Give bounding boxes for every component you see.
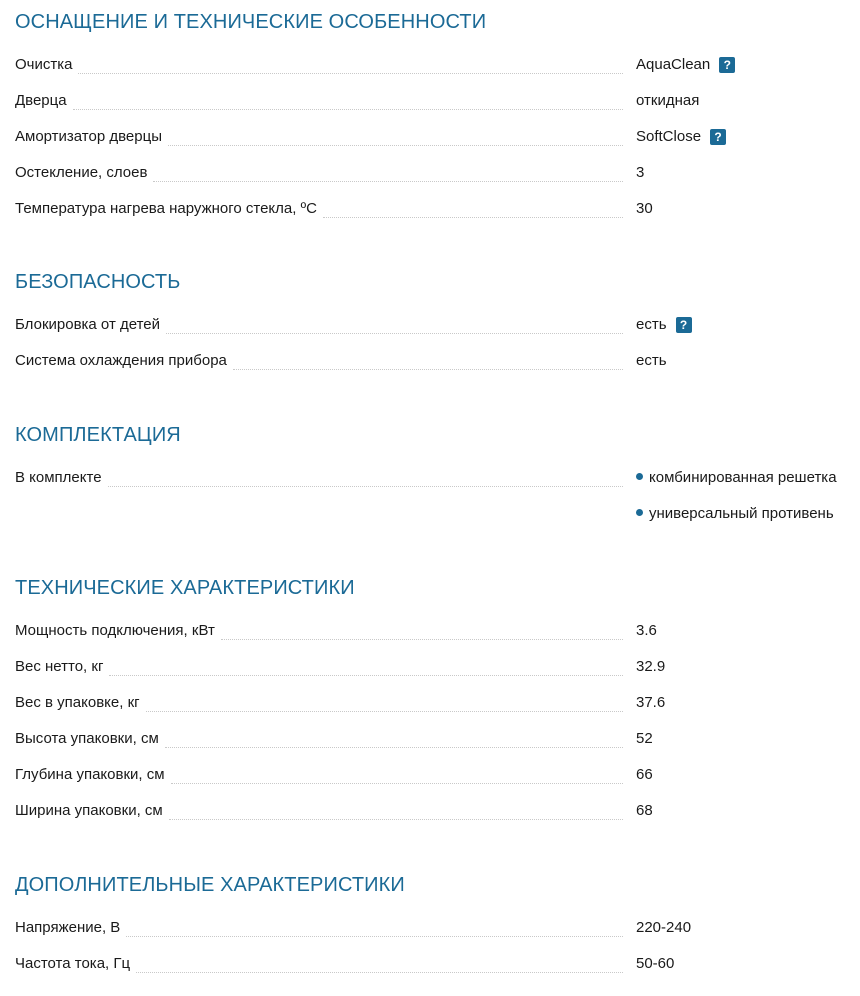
section-title-equipment: ОСНАЩЕНИЕ И ТЕХНИЧЕСКИЕ ОСОБЕННОСТИ [15, 11, 487, 33]
specifications-panel [15, 0, 860, 996]
spec-label: Очистка [15, 56, 78, 74]
section-package [15, 423, 860, 576]
spec-value: 50-60 [636, 955, 675, 972]
spec-value: 3.6 [636, 622, 657, 639]
dotted-leader [108, 469, 623, 487]
spec-label: Частота тока, Гц [15, 955, 136, 973]
spec-label: Ширина упаковки, см [15, 802, 169, 820]
spec-label: Вес нетто, кг [15, 658, 109, 676]
spec-row-child-lock [15, 316, 860, 352]
spec-label: В комплекте [15, 469, 108, 487]
spec-value: 66 [636, 766, 653, 783]
help-icon[interactable]: ? [710, 129, 726, 145]
spec-label: Напряжение, В [15, 919, 126, 937]
bullet-icon [636, 473, 643, 480]
spec-label: Глубина упаковки, см [15, 766, 171, 784]
spec-label: Высота упаковки, см [15, 730, 165, 748]
dotted-leader [168, 128, 623, 146]
section-title-additional: ДОПОЛНИТЕЛЬНЫЕ ХАРАКТЕРИСТИКИ [15, 874, 405, 896]
spec-row-glazing [15, 164, 860, 200]
spec-row-net-weight [15, 658, 860, 694]
spec-row-glass-temperature [15, 200, 860, 236]
dotted-leader [78, 56, 623, 74]
spec-label: Амортизатор дверцы [15, 128, 168, 146]
spec-row-cleaning [15, 56, 860, 92]
spec-row-package-depth [15, 766, 860, 802]
section-equipment [15, 0, 860, 270]
spec-rows [15, 316, 860, 388]
list-item: универсальный противень [636, 505, 837, 541]
spec-value: 30 [636, 200, 653, 217]
included-items-list [636, 469, 837, 541]
section-additional [15, 873, 860, 996]
spec-label: Остекление, слоев [15, 164, 153, 182]
dotted-leader [126, 919, 623, 937]
dotted-leader [171, 766, 623, 784]
dotted-leader [146, 694, 623, 712]
spec-row-voltage [15, 919, 860, 955]
spec-label: Мощность подключения, кВт [15, 622, 221, 640]
section-title-safety: БЕЗОПАСНОСТЬ [15, 271, 181, 293]
spec-rows [15, 919, 860, 991]
spec-rows [15, 622, 860, 838]
dotted-leader [165, 730, 623, 748]
help-icon[interactable]: ? [676, 317, 692, 333]
spec-row-included [15, 469, 860, 541]
spec-value: 52 [636, 730, 653, 747]
spec-rows [15, 56, 860, 236]
spec-value: 37.6 [636, 694, 666, 711]
spec-row-cooling-system [15, 352, 860, 388]
dotted-leader [169, 802, 623, 820]
spec-label: Система охлаждения прибора [15, 352, 233, 370]
spec-row-power [15, 622, 860, 658]
spec-label: Дверца [15, 92, 73, 110]
spec-row-frequency [15, 955, 860, 991]
spec-value: есть [636, 352, 667, 369]
spec-value: 220-240 [636, 919, 692, 936]
spec-value: 32.9 [636, 658, 666, 675]
help-icon[interactable]: ? [719, 57, 735, 73]
spec-row-gross-weight [15, 694, 860, 730]
section-title-package: КОМПЛЕКТАЦИЯ [15, 424, 181, 446]
spec-value: откидная [636, 92, 700, 109]
spec-row-door [15, 92, 860, 128]
dotted-leader [323, 200, 623, 218]
spec-rows [15, 469, 860, 541]
dotted-leader [109, 658, 623, 676]
spec-row-package-height [15, 730, 860, 766]
spec-value: 3 [636, 164, 645, 181]
dotted-leader [233, 352, 623, 370]
section-technical [15, 576, 860, 873]
bullet-icon [636, 509, 643, 516]
dotted-leader [153, 164, 623, 182]
spec-label: Блокировка от детей [15, 316, 166, 334]
spec-row-door-damper [15, 128, 860, 164]
spec-value: 68 [636, 802, 653, 819]
spec-value: AquaClean [636, 56, 711, 73]
dotted-leader [136, 955, 623, 973]
spec-label: Температура нагрева наружного стекла, ºС [15, 200, 323, 218]
spec-value: SoftClose [636, 128, 702, 145]
list-item: комбинированная решетка [636, 469, 837, 505]
section-title-technical: ТЕХНИЧЕСКИЕ ХАРАКТЕРИСТИКИ [15, 577, 355, 599]
spec-value: есть [636, 316, 667, 333]
dotted-leader [73, 92, 623, 110]
spec-label: Вес в упаковке, кг [15, 694, 146, 712]
spec-row-package-width [15, 802, 860, 838]
dotted-leader [166, 316, 623, 334]
section-safety [15, 270, 860, 423]
dotted-leader [221, 622, 623, 640]
